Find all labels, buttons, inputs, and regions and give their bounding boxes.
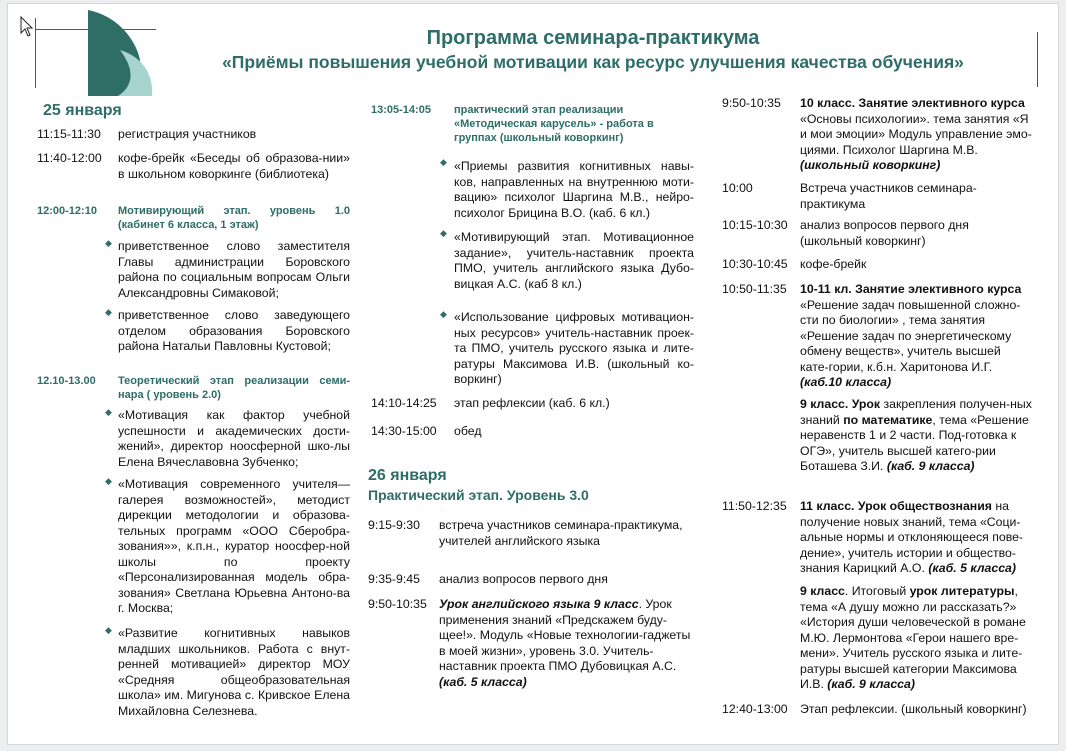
schedule-time: 14:10-14:25: [371, 396, 437, 410]
list-item: «Мотивирующий этап. Мотивационное задание», учитель-наставник проекта ПМО, учитель английского языка Дубо-вицкая А.С. (каб 8 кл.): [454, 230, 694, 291]
schedule-time: 11:50-12:35: [722, 499, 787, 513]
stage-text: Мотивирующий этап. уровень 1.0 (кабинет 6 класса, 1 этаж): [118, 205, 350, 231]
schedule-time: 9:50-10:35: [722, 96, 781, 110]
room-label: (школьный коворкинг): [800, 158, 941, 172]
schedule-time: 10:00: [722, 181, 753, 195]
schedule-text: анализ вопросов первого дня (школьный коворкинг): [800, 218, 969, 248]
lesson-description: . Урок применения знаний «Предскажем буду-щее!». Модуль «Новые технологии-гаджеты в моей жизни», уровень 3.0. Учитель-наставник проекта ПМО Дубовицкая А.С.: [439, 597, 691, 673]
lesson-title: Урок английского языка 9 класс: [439, 597, 639, 611]
lesson-title: 10 класс. Занятие элективного курса: [800, 96, 1025, 110]
document-page: [7, 3, 1059, 745]
diamond-bullet-icon: ◆: [105, 238, 112, 248]
lesson-title: 9 класс. Урок: [800, 397, 881, 411]
stage-time: 13:05-14:05: [371, 104, 431, 116]
schedule-text: этап рефлексии (каб. 6 кл.): [454, 396, 610, 410]
lesson-subject: урок литературы: [909, 584, 1015, 598]
room-label: (каб. 5 класса): [439, 674, 527, 689]
diamond-bullet-icon: ◆: [105, 625, 112, 635]
schedule-text: [800, 499, 1032, 577]
lesson-title: 10-11 кл. Занятие элективного курса: [800, 282, 1022, 296]
mouse-cursor-icon: [20, 16, 34, 38]
diamond-bullet-icon: ◆: [105, 407, 112, 417]
schedule-time: 9:15-9:30: [368, 518, 420, 532]
schedule-time: 10:30-10:45: [722, 257, 788, 271]
lesson-description: «Решение задач повышенной сложно-сти по биологии» , тема занятия «Решение задач по энергетическому обмену веществ», учитель высшей кате-гории, к.б.н. Харитонова И.Г.: [800, 297, 1021, 374]
stage-time: 12.10-13.00: [37, 375, 96, 387]
stage-heading: Практический этап. Уровень 3.0: [368, 487, 589, 503]
schedule-time: 11:15-11:30: [37, 127, 101, 141]
schedule-text: [439, 597, 697, 690]
diamond-bullet-icon: ◆: [105, 476, 112, 486]
day-heading: 26 января: [368, 467, 447, 484]
divider: [1037, 32, 1038, 87]
schedule-text: [800, 397, 1032, 475]
lesson-description: на получение новых знаний, тема «Соци-альные нормы и отклоняющееся пове-дение», учитель истории и общество-знания Карицкий А.О.: [800, 499, 1024, 575]
schedule-text: [800, 282, 1032, 391]
stage-text: Теоретический этап реализации семи-нара ( уровень 2.0): [118, 375, 350, 401]
lesson-description: , тема «А душу можно ли рассказать?» «История души человеческой в романе М.Ю. Лермонтова «Герои нашего вре-мени». Учитель русского языка и лите-ратуры высшей категории Максимова И.В.: [800, 584, 1026, 691]
schedule-text: кофе-брейк: [800, 257, 867, 271]
page-title: Программа семинара-практикума: [426, 27, 760, 49]
schedule-time: 10:50-11:35: [722, 282, 787, 296]
list-item: «Развитие когнитивных навыков младших школьников. Работа с внут-ренней мотивацией» директор МОУ «Средняя общеобразовательная школа» им. Мигунова с. Кривское Елена Михайловна Селезнева.: [118, 626, 350, 718]
diamond-bullet-icon: ◆: [440, 157, 447, 167]
schedule-time: 9:35-9:45: [368, 572, 420, 586]
day-heading: 25 января: [43, 102, 122, 119]
shape-logo-icon: [78, 10, 158, 105]
stage-text: практический этап реализации «Методическая карусель» - работа в группах (школьный коворкинг): [454, 104, 654, 144]
diamond-bullet-icon: ◆: [440, 228, 447, 238]
list-item: «Использование цифровых мотивацион-ных ресурсов» учитель-наставник проек-та ПМО, учитель русского языка и лите-ратуры Максимова И.В. (школьный ко-воркинг): [454, 310, 694, 386]
list-item: «Приемы развития когнитивных навы-ков, направленных на внутреннюю моти-вацию» психолог Шаргина М.В., нейро-психолог Брицина В.О. (каб. 6 кл.): [454, 159, 694, 220]
schedule-text: обед: [454, 424, 482, 438]
diamond-bullet-icon: ◆: [440, 309, 447, 319]
lesson-description: . Итоговый: [844, 584, 910, 598]
schedule-time: 9:50-10:35: [368, 597, 427, 611]
lesson-description: , тема «Решение неравенств 1 и 2 части. Под-готовка к ОГЭ», учитель высшей катего-рии Боташева З.И.: [800, 412, 1029, 473]
list-item: «Мотивация как фактор учебной успешности и академических дости-жений», директор ноосферной шко-лы Елена Вячеславовна Зубченко;: [118, 408, 350, 469]
schedule-text: [800, 96, 1032, 174]
schedule-text: Встреча участников семинара-практикума: [800, 181, 977, 211]
schedule-text: кофе-брейк «Беседы об образова-нии» в школьном коворкинге (библиотека): [118, 151, 350, 181]
schedule-text: регистрация участников: [118, 127, 257, 141]
stage-time: 12:00-12:10: [37, 205, 97, 217]
schedule-time: 14:30-15:00: [371, 424, 437, 438]
room-label: (каб. 9 класса): [886, 459, 975, 473]
list-item: приветственное слово заведующего отделом образования Боровского района Натальи Павловны Кустовой;: [118, 308, 350, 353]
schedule-text: [800, 584, 1032, 693]
room-label: (каб. 5 класса): [928, 561, 1016, 575]
lesson-title: 11 класс. Урок обществознания: [800, 499, 992, 513]
schedule-time: 12:40-13:00: [722, 702, 788, 716]
lesson-title: 9 класс: [800, 584, 845, 598]
list-item: «Мотивация современного учителя— галерея возможностей», методист дирекции методологии и образова-тельных программ «ООО Сберобра-зования»», к.п.н., куратор ноосфер-ной школы по проекту «Персонализированная модель обра-зования» Светлана Юрьевна Антоно-ва г. Москва;: [118, 477, 350, 615]
list-item: приветственное слово заместителя Главы администрации Боровского района по социальным вопросам Ольги Александровны Симаковой;: [118, 239, 350, 300]
lesson-subject: по математике: [843, 412, 933, 427]
schedule-text: анализ вопросов первого дня: [439, 572, 608, 586]
room-label: (каб. 9 класса): [827, 677, 915, 691]
page-subtitle: «Приёмы повышения учебной мотивации как ресурс улучшения качества обучения»: [222, 52, 964, 72]
schedule-text: встреча участников семинара-практикума, учителей английского языка: [439, 518, 683, 548]
divider: [35, 18, 36, 88]
diamond-bullet-icon: ◆: [105, 307, 112, 317]
room-label: (каб.10 класса): [800, 375, 892, 389]
schedule-time: 11:40-12:00: [37, 151, 102, 165]
lesson-description: «Основы психологии». тема занятия «Я и мои эмоции» Модуль управление эмо-циями. Психолог Шаргина М.В.: [800, 111, 1032, 157]
schedule-time: 10:15-10:30: [722, 218, 788, 232]
schedule-text: Этап рефлексии. (школьный коворкинг): [800, 702, 1027, 716]
lesson-description: закрепления получен-ных знаний: [800, 397, 1032, 427]
